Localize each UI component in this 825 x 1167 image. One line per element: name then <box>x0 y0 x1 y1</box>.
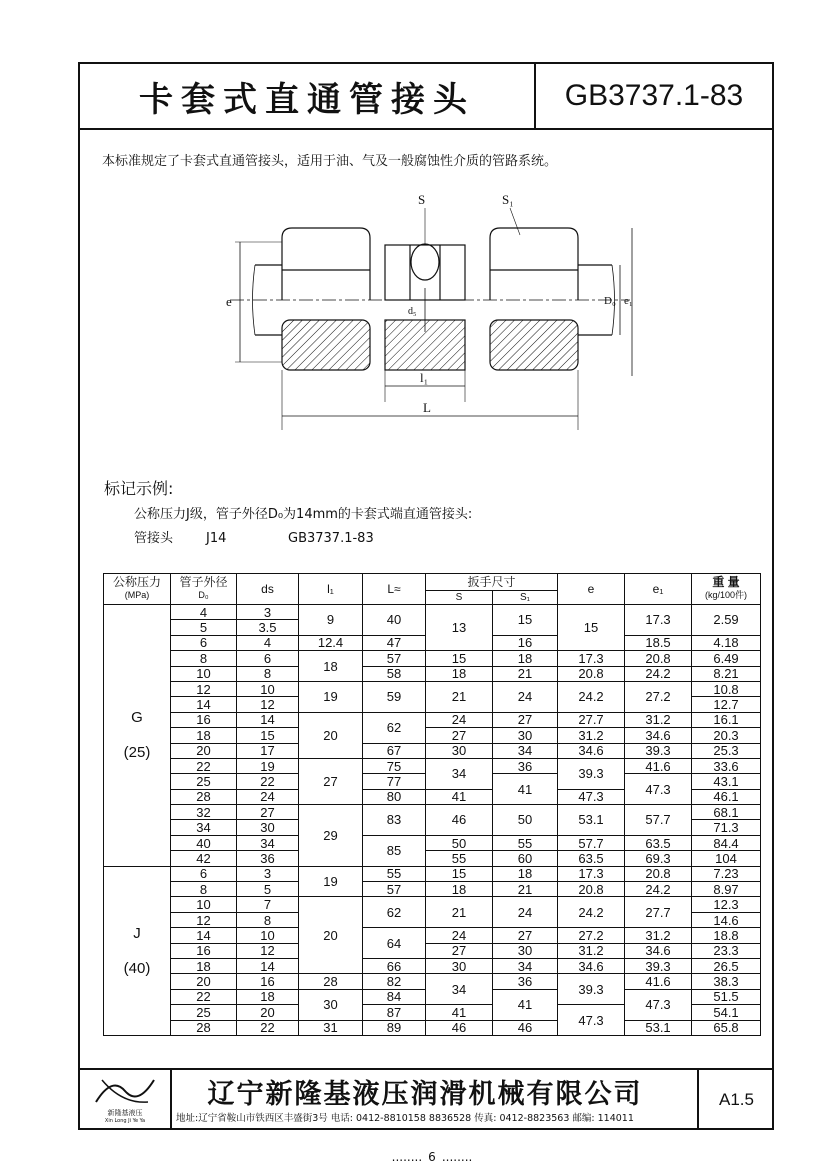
cell-s1: 30 <box>493 728 558 743</box>
cell-L: 83 <box>363 805 426 836</box>
cell-s: 18 <box>426 882 493 897</box>
cell-e: 17.3 <box>558 651 625 666</box>
cell-s: 18 <box>426 666 493 681</box>
cell-ds: 19 <box>237 758 299 773</box>
cell-L: 40 <box>363 605 426 636</box>
label-L: L <box>423 400 431 415</box>
cell-d0: 6 <box>171 866 237 881</box>
table-row <box>104 928 761 943</box>
cell-weight: 104 <box>692 851 761 866</box>
cell-d0: 16 <box>171 943 237 958</box>
cell-d0: 18 <box>171 958 237 973</box>
grade-pressure: (40) <box>123 959 151 977</box>
label-e1: e₁ <box>624 295 633 307</box>
cell-ds: 4 <box>237 635 299 650</box>
cell-e1: 57.7 <box>625 805 692 836</box>
cell-ds: 10 <box>237 681 299 696</box>
company-logo <box>80 1070 172 1130</box>
cell-s: 34 <box>426 974 493 1005</box>
cell-L: 87 <box>363 1005 426 1020</box>
marking-code: J14 <box>206 531 227 546</box>
table-row <box>104 758 761 773</box>
cell-d0: 8 <box>171 882 237 897</box>
logo-mark-icon <box>92 1074 158 1108</box>
cell-e: 15 <box>558 605 625 651</box>
cell-s1: 27 <box>493 712 558 727</box>
fitting-drawing <box>220 190 640 440</box>
cell-L: 84 <box>363 989 426 1004</box>
cell-ds: 17 <box>237 743 299 758</box>
table-row <box>104 605 761 620</box>
cell-e1: 31.2 <box>625 928 692 943</box>
cell-weight: 6.49 <box>692 651 761 666</box>
cell-s1: 27 <box>493 928 558 943</box>
label-s1: S₁ <box>502 192 514 207</box>
cell-d0: 10 <box>171 666 237 681</box>
cell-ds: 7 <box>237 897 299 912</box>
cell-L: 64 <box>363 928 426 959</box>
cell-l1: 20 <box>299 712 363 758</box>
cell-s: 27 <box>426 943 493 958</box>
cell-weight: 12.3 <box>692 897 761 912</box>
cell-ds: 30 <box>237 820 299 835</box>
cell-L: 66 <box>363 958 426 973</box>
cell-ds: 34 <box>237 835 299 850</box>
cell-L: 80 <box>363 789 426 804</box>
cell-weight: 68.1 <box>692 805 761 820</box>
cell-weight: 65.8 <box>692 1020 761 1035</box>
cell-e1: 27.7 <box>625 897 692 928</box>
cell-e1: 27.2 <box>625 681 692 712</box>
page-title: 卡套式直通管接头 <box>80 64 536 130</box>
footer <box>80 1068 772 1130</box>
cell-s: 15 <box>426 866 493 881</box>
cell-s: 41 <box>426 1005 493 1020</box>
table-row <box>104 712 761 727</box>
cell-ds: 16 <box>237 974 299 989</box>
cell-l1: 20 <box>299 897 363 974</box>
cell-s1: 41 <box>493 774 558 805</box>
table-row <box>104 743 761 758</box>
cell-d0: 28 <box>171 789 237 804</box>
cell-L: 47 <box>363 635 426 650</box>
cell-weight: 8.21 <box>692 666 761 681</box>
cell-d0: 25 <box>171 1005 237 1020</box>
grade-label: G <box>131 709 143 727</box>
cell-ds: 3.5 <box>237 620 299 635</box>
cell-e1: 39.3 <box>625 743 692 758</box>
cell-ds: 18 <box>237 989 299 1004</box>
label-e: e <box>226 294 232 309</box>
cell-l1: 31 <box>299 1020 363 1035</box>
header-L: L≈ <box>363 574 426 605</box>
header-od <box>171 574 237 605</box>
cell-L: 85 <box>363 835 426 866</box>
cell-L: 59 <box>363 681 426 712</box>
cell-L: 62 <box>363 712 426 743</box>
cell-weight: 12.7 <box>692 697 761 712</box>
cell-e: 34.6 <box>558 743 625 758</box>
cell-d0: 8 <box>171 651 237 666</box>
label-D0: D₀ <box>604 295 616 307</box>
cell-e1: 47.3 <box>625 989 692 1020</box>
cell-ds: 12 <box>237 943 299 958</box>
cell-L: 82 <box>363 974 426 989</box>
cell-l1: 19 <box>299 681 363 712</box>
cell-e1: 17.3 <box>625 605 692 636</box>
cell-s1: 21 <box>493 882 558 897</box>
label-d5: d₅ <box>408 306 417 317</box>
cell-d0: 18 <box>171 728 237 743</box>
cell-s: 15 <box>426 651 493 666</box>
intro-text: 本标准规定了卡套式直通管接头，适用于油、气及一般腐蚀性介质的管路系统。 <box>102 154 558 169</box>
cell-d0: 12 <box>171 912 237 927</box>
cell-s1: 24 <box>493 897 558 928</box>
cell-weight: 18.8 <box>692 928 761 943</box>
company-name: 辽宁新隆基液压润滑机械有限公司 <box>207 1079 643 1110</box>
cell-s: 30 <box>426 743 493 758</box>
cell-s1: 18 <box>493 866 558 881</box>
grade-cell <box>104 605 171 867</box>
cell-l1: 30 <box>299 989 363 1020</box>
header-s1: S₁ <box>493 591 558 605</box>
cell-d0: 40 <box>171 835 237 850</box>
cell-e: 17.3 <box>558 866 625 881</box>
cell-e1: 63.5 <box>625 835 692 850</box>
cell-L: 57 <box>363 882 426 897</box>
cell-weight: 25.3 <box>692 743 761 758</box>
cell-weight: 10.8 <box>692 681 761 696</box>
cell-L: 67 <box>363 743 426 758</box>
cell-d0: 42 <box>171 851 237 866</box>
cell-d0: 32 <box>171 805 237 820</box>
table-row <box>104 943 761 958</box>
cell-weight: 20.3 <box>692 728 761 743</box>
cell-e: 53.1 <box>558 805 625 836</box>
header-weight-label: 重 量 <box>712 575 740 589</box>
cell-d0: 20 <box>171 743 237 758</box>
cell-weight: 7.23 <box>692 866 761 881</box>
cell-d0: 14 <box>171 928 237 943</box>
cell-ds: 10 <box>237 928 299 943</box>
cell-s1: 46 <box>493 1020 558 1035</box>
cell-ds: 24 <box>237 789 299 804</box>
cell-ds: 36 <box>237 851 299 866</box>
header-od-symbol: D₀ <box>198 590 209 600</box>
logo-chinese: 新隆基液压 <box>107 1109 143 1117</box>
cell-ds: 3 <box>237 866 299 881</box>
cell-s1: 21 <box>493 666 558 681</box>
cell-s1: 41 <box>493 989 558 1020</box>
cell-weight: 16.1 <box>692 712 761 727</box>
header-e: e <box>558 574 625 605</box>
header-wrench: 扳手尺寸 <box>426 574 558 591</box>
cell-d0: 14 <box>171 697 237 712</box>
cell-l1: 19 <box>299 866 363 897</box>
company-address: 地址:辽宁省鞍山市铁西区丰盛街3号 电话: 0412-8810158 8836528 传真: 0412-8823563 邮编: 114011 <box>176 1113 634 1124</box>
cell-L: 58 <box>363 666 426 681</box>
cell-e1: 24.2 <box>625 882 692 897</box>
cell-s1: 30 <box>493 943 558 958</box>
cell-e1: 39.3 <box>625 958 692 973</box>
cell-ds: 8 <box>237 912 299 927</box>
cell-e1: 34.6 <box>625 943 692 958</box>
cell-ds: 20 <box>237 1005 299 1020</box>
cell-s: 46 <box>426 805 493 836</box>
cell-s: 41 <box>426 789 493 804</box>
cell-e: 39.3 <box>558 974 625 1005</box>
table-row <box>104 728 761 743</box>
cell-d0: 22 <box>171 758 237 773</box>
cell-e: 20.8 <box>558 666 625 681</box>
cell-weight: 14.6 <box>692 912 761 927</box>
grade-cell <box>104 866 171 1035</box>
table-row <box>104 805 761 820</box>
table-row <box>104 851 761 866</box>
cell-ds: 15 <box>237 728 299 743</box>
cell-l1: 27 <box>299 758 363 804</box>
cell-weight: 8.97 <box>692 882 761 897</box>
label-s: S <box>418 192 426 207</box>
cell-L: 89 <box>363 1020 426 1035</box>
cell-l1: 12.4 <box>299 635 363 650</box>
cell-s: 30 <box>426 958 493 973</box>
cell-ds: 12 <box>237 697 299 712</box>
cell-L: 75 <box>363 758 426 773</box>
cell-e1: 20.8 <box>625 866 692 881</box>
table-row <box>104 974 761 989</box>
cell-e: 47.3 <box>558 1005 625 1036</box>
cell-e: 39.3 <box>558 758 625 789</box>
cell-e: 31.2 <box>558 943 625 958</box>
cell-L: 62 <box>363 897 426 928</box>
cell-weight: 54.1 <box>692 1005 761 1020</box>
cell-weight: 4.18 <box>692 635 761 650</box>
header-pressure-unit: (MPa) <box>124 590 150 600</box>
cell-weight: 2.59 <box>692 605 761 636</box>
cell-s: 50 <box>426 835 493 850</box>
cell-e1: 47.3 <box>625 774 692 805</box>
table-row <box>104 835 761 850</box>
table-row <box>104 882 761 897</box>
spec-table <box>103 573 761 1036</box>
table-row <box>104 666 761 681</box>
cell-d0: 22 <box>171 989 237 1004</box>
table-row <box>104 681 761 696</box>
cell-s: 13 <box>426 605 493 651</box>
header-pressure <box>104 574 171 605</box>
table-row <box>104 897 761 912</box>
cell-weight: 84.4 <box>692 835 761 850</box>
cell-d0: 28 <box>171 1020 237 1035</box>
cell-weight: 38.3 <box>692 974 761 989</box>
cell-e: 47.3 <box>558 789 625 804</box>
cell-s1: 34 <box>493 958 558 973</box>
cell-L: 55 <box>363 866 426 881</box>
table-row <box>104 651 761 666</box>
label-l1: l₁ <box>420 370 429 385</box>
cell-e: 20.8 <box>558 882 625 897</box>
cell-weight: 33.6 <box>692 758 761 773</box>
cell-d0: 10 <box>171 897 237 912</box>
cell-e1: 34.6 <box>625 728 692 743</box>
cell-e: 34.6 <box>558 958 625 973</box>
cell-s: 21 <box>426 897 493 928</box>
cell-d0: 12 <box>171 681 237 696</box>
marking-description: 公称压力J级，管子外径D₀为14mm的卡套式端直通管接头: <box>134 507 473 522</box>
cell-ds: 6 <box>237 651 299 666</box>
cell-L: 57 <box>363 651 426 666</box>
cell-d0: 5 <box>171 620 237 635</box>
cell-e: 27.7 <box>558 712 625 727</box>
logo-english: Xin Long Ji Ye Ya <box>104 1118 146 1124</box>
cell-s1: 60 <box>493 851 558 866</box>
cell-ds: 14 <box>237 958 299 973</box>
cell-weight: 26.5 <box>692 958 761 973</box>
header-od-label: 管子外径 <box>179 575 228 589</box>
header-s: S <box>426 591 493 605</box>
cell-s1: 36 <box>493 758 558 773</box>
cell-ds: 8 <box>237 666 299 681</box>
cell-s1: 36 <box>493 974 558 989</box>
table-row <box>104 958 761 973</box>
header-weight-unit: (kg/100件) <box>705 590 748 600</box>
cell-weight: 51.5 <box>692 989 761 1004</box>
header-pressure-label: 公称压力 <box>112 575 161 589</box>
cell-L: 77 <box>363 774 426 789</box>
cell-weight: 71.3 <box>692 820 761 835</box>
cell-s1: 50 <box>493 805 558 836</box>
cell-s: 24 <box>426 712 493 727</box>
cell-e: 24.2 <box>558 681 625 712</box>
cell-e: 63.5 <box>558 851 625 866</box>
cell-e: 57.7 <box>558 835 625 850</box>
cell-weight: 43.1 <box>692 774 761 789</box>
cell-ds: 3 <box>237 605 299 620</box>
header-weight <box>692 574 761 605</box>
cell-l1: 9 <box>299 605 363 636</box>
cell-ds: 14 <box>237 712 299 727</box>
cell-e: 31.2 <box>558 728 625 743</box>
cell-d0: 6 <box>171 635 237 650</box>
table-row <box>104 1020 761 1035</box>
cell-e1: 41.6 <box>625 758 692 773</box>
cell-e1: 24.2 <box>625 666 692 681</box>
page-number-value: 6 <box>428 1150 436 1164</box>
cell-d0: 16 <box>171 712 237 727</box>
cell-s1: 34 <box>493 743 558 758</box>
cell-e1: 31.2 <box>625 712 692 727</box>
cell-e1: 53.1 <box>625 1020 692 1035</box>
cell-e1: 69.3 <box>625 851 692 866</box>
cell-s: 24 <box>426 928 493 943</box>
page-number: ........ 6 ........ <box>391 1150 473 1164</box>
cell-e1: 20.8 <box>625 651 692 666</box>
cell-s: 27 <box>426 728 493 743</box>
cell-d0: 4 <box>171 605 237 620</box>
cell-e1: 18.5 <box>625 635 692 650</box>
cell-e: 24.2 <box>558 897 625 928</box>
header-e1: e₁ <box>625 574 692 605</box>
marking-title: 标记示例: <box>104 479 174 498</box>
cell-ds: 22 <box>237 1020 299 1035</box>
cell-e: 27.2 <box>558 928 625 943</box>
cell-s: 34 <box>426 758 493 789</box>
header-ds: ds <box>237 574 299 605</box>
cell-l1: 29 <box>299 805 363 867</box>
cell-ds: 5 <box>237 882 299 897</box>
cell-ds: 22 <box>237 774 299 789</box>
cell-s1: 55 <box>493 835 558 850</box>
cell-d0: 20 <box>171 974 237 989</box>
cell-s1: 24 <box>493 681 558 712</box>
header-l1: l₁ <box>299 574 363 605</box>
cell-s: 55 <box>426 851 493 866</box>
standard-code: GB3737.1-83 <box>536 64 772 130</box>
cell-ds: 27 <box>237 805 299 820</box>
marking-example <box>134 527 374 546</box>
cell-s1: 16 <box>493 635 558 650</box>
cell-l1: 28 <box>299 974 363 989</box>
grade-label: J <box>133 924 141 942</box>
cell-s1: 18 <box>493 651 558 666</box>
table-row <box>104 866 761 881</box>
grade-pressure: (25) <box>123 744 151 762</box>
page-code: A1.5 <box>697 1070 774 1130</box>
cell-d0: 25 <box>171 774 237 789</box>
cell-s: 21 <box>426 681 493 712</box>
marking-standard: GB3737.1-83 <box>288 531 374 546</box>
cell-s: 46 <box>426 1020 493 1035</box>
cell-e1: 41.6 <box>625 974 692 989</box>
cell-d0: 34 <box>171 820 237 835</box>
cell-s1: 15 <box>493 605 558 636</box>
cell-weight: 23.3 <box>692 943 761 958</box>
cell-l1: 18 <box>299 651 363 682</box>
cell-weight: 46.1 <box>692 789 761 804</box>
marking-name: 管接头 <box>134 531 174 546</box>
